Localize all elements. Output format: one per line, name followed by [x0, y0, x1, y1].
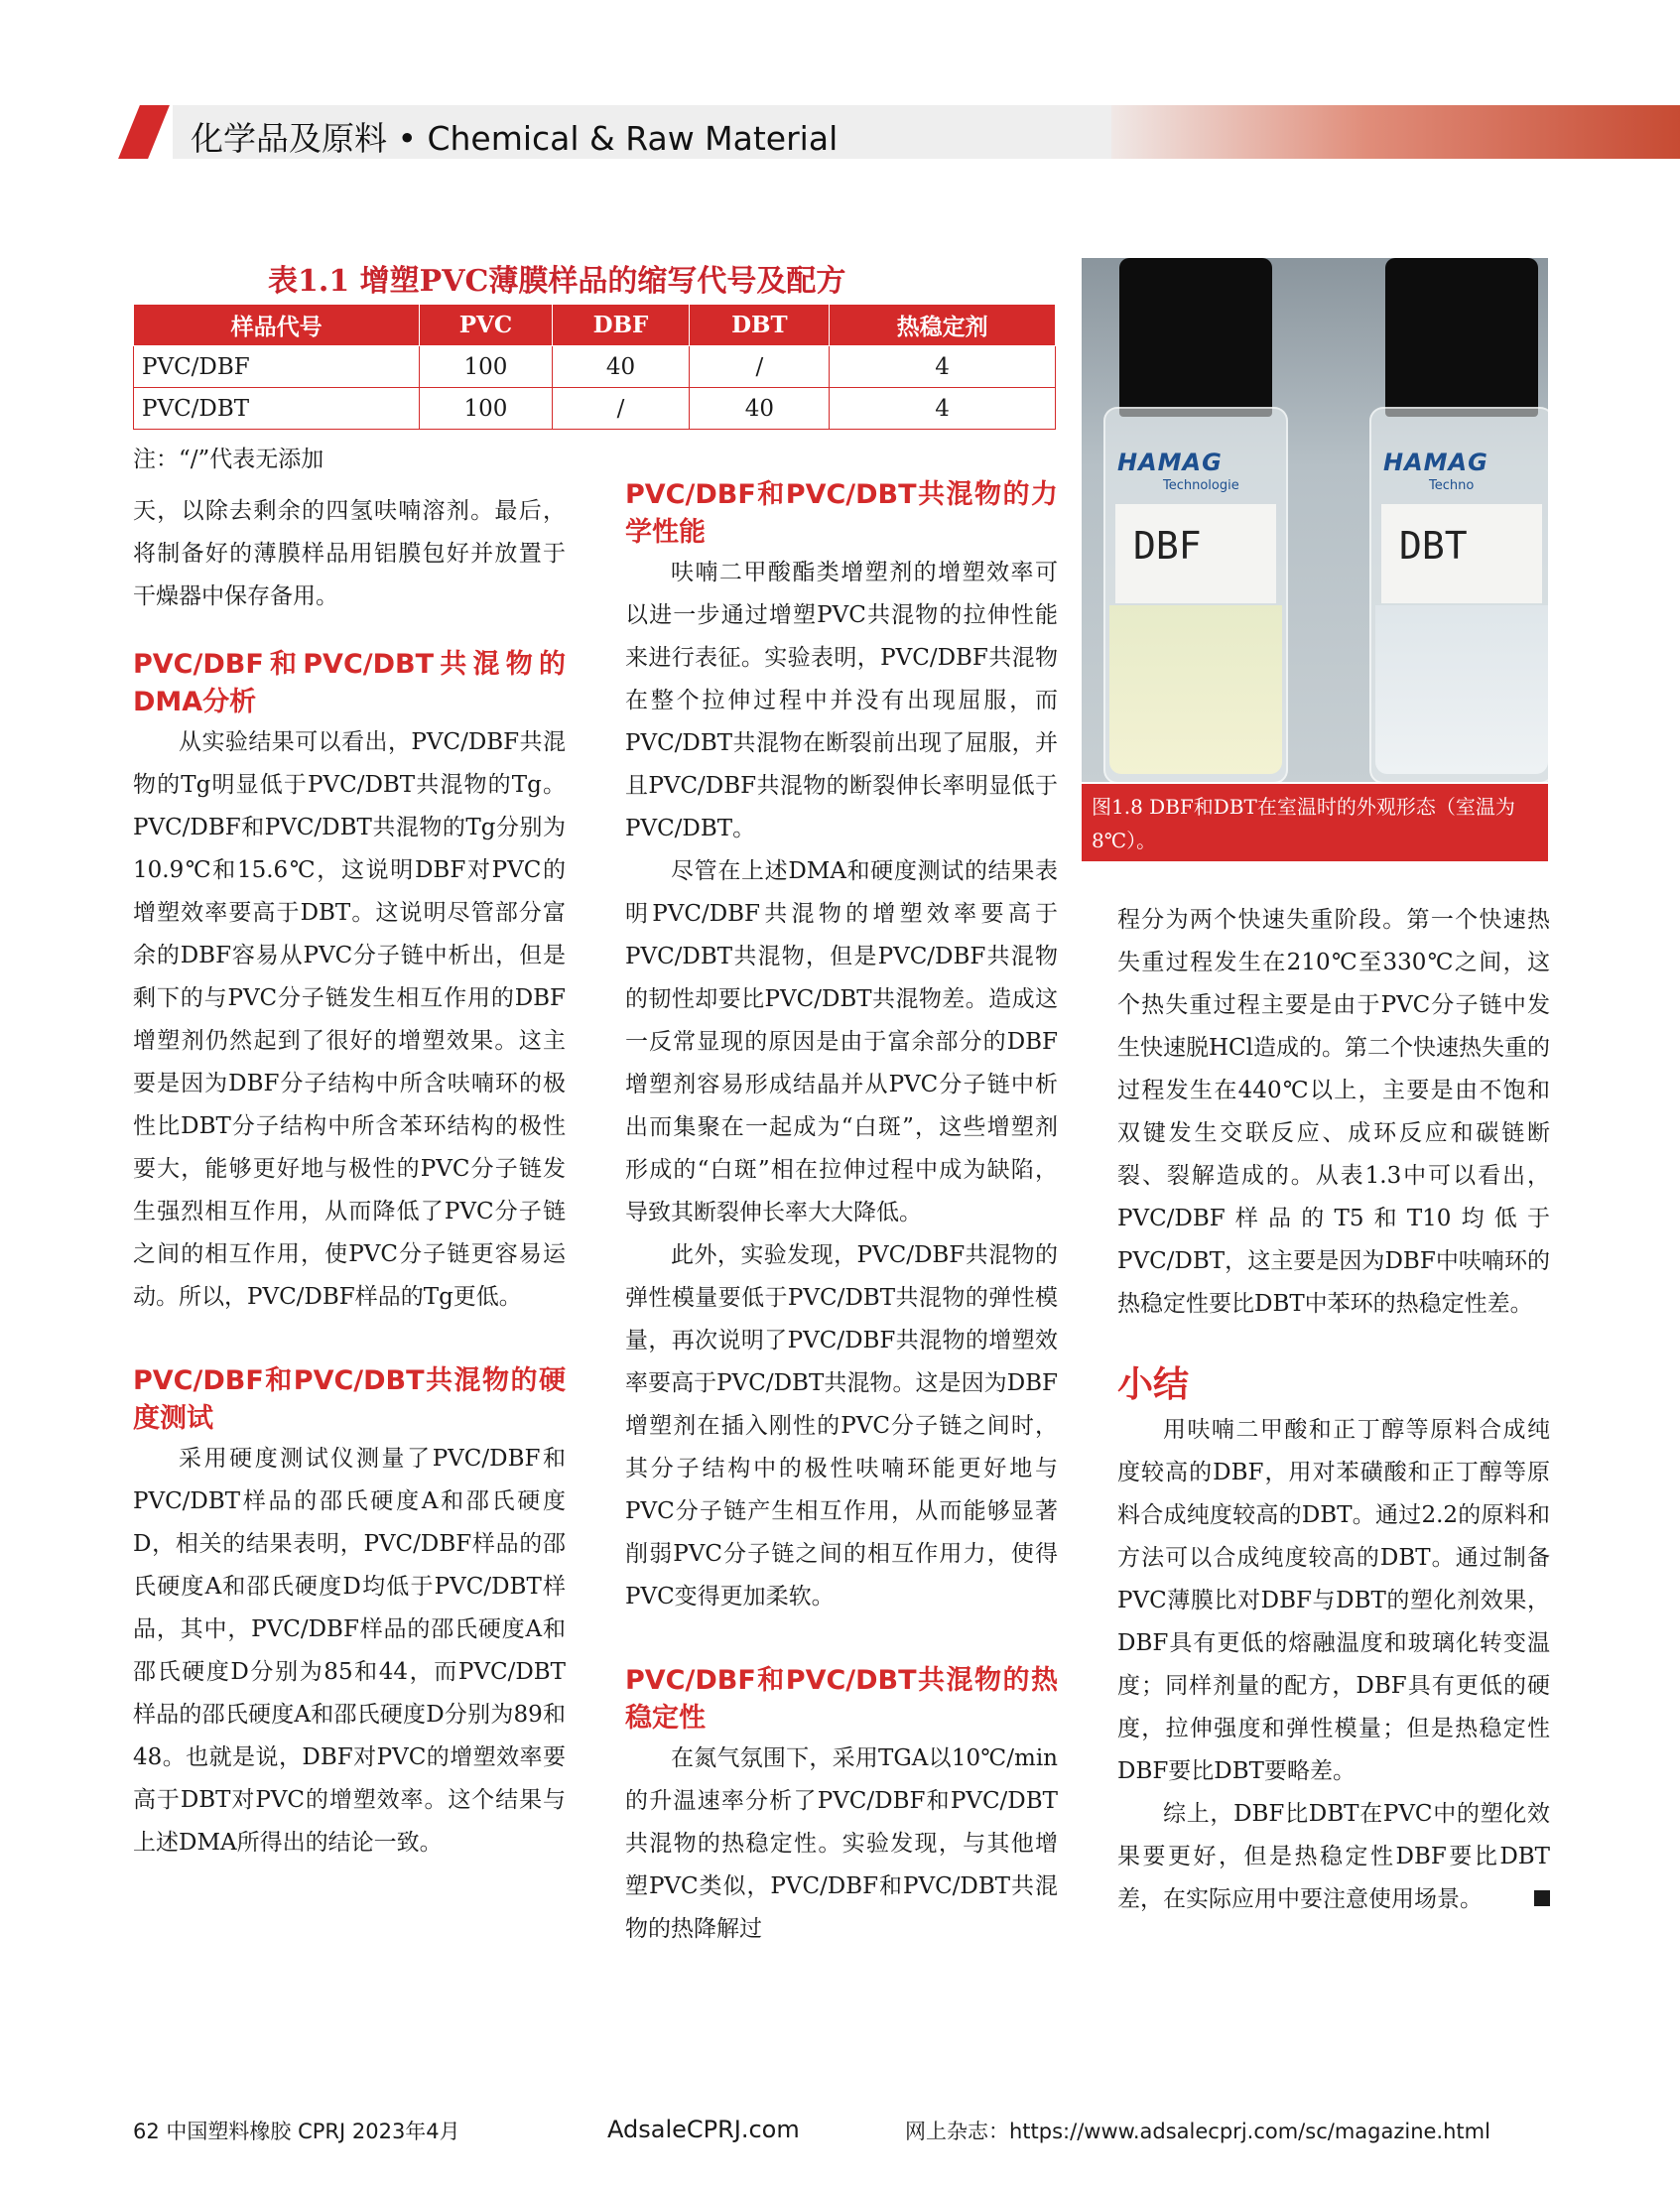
bottle-brand: HAMAG [1383, 449, 1488, 476]
table-header-cell: DBF [552, 305, 690, 346]
column-left [133, 490, 566, 1865]
section-heading: 小结 [1117, 1363, 1190, 1405]
paragraph: 尽管在上述DMA和硬度测试的结果表明PVC/DBF共混物的增塑效率要高于PVC/DBT共混物，但是PVC/DBF共混物的韧性却要比PVC/DBT共混物差。造成这一反常显现的原因是由于富余部分的DBF增塑剂容易形成结晶并从PVC分子链中析出而集聚在一起成为“白斑”，这些增塑剂形成的“白斑”相在拉伸过程中成为缺陷，导致其断裂伸长率大大降低。 [625, 858, 1058, 1225]
table-header-cell: 热稳定剂 [830, 305, 1056, 346]
figure-caption: 图1.8 DBF和DBT在室温时的外观形态（室温为8℃）。 [1082, 784, 1548, 861]
table-cell: / [690, 346, 830, 388]
bottles-photo [1082, 258, 1548, 782]
table-cell: 4 [830, 346, 1056, 388]
bottle-label-text: DBT [1399, 524, 1468, 568]
table-row [134, 388, 1056, 430]
bottle-brand: HAMAG [1117, 449, 1223, 476]
bottle-cap [1385, 258, 1538, 417]
column-middle [625, 476, 1058, 1951]
paragraph: 天，以除去剩余的四氢呋喃溶剂。最后，将制备好的薄膜样品用铝膜包好并放置于干燥器中保存备用。 [133, 498, 566, 609]
section-title: 化学品及原料 • Chemical & Raw Material [191, 119, 839, 158]
table-cell: 4 [830, 388, 1056, 430]
table-cell: PVC/DBF [134, 346, 420, 388]
paragraph: 从实验结果可以看出，PVC/DBF共混物的Tg明显低于PVC/DBT共混物的Tg。PVC/DBF和PVC/DBT共混物的Tg分别为10.9℃和15.6℃，这说明DBF对PVC的增塑效率要高于DBT。这说明尽管部分富余的DBF容易从PVC分子链中析出，但是剩下的与PVC分子链发生相互作用的DBF增塑剂仍然起到了很好的增塑效果。这主要是因为DBF分子结构中所含呋喃环的极性比DBT分子结构中所含苯环结构的极性要大，能够更好地与极性的PVC分子链发生强烈相互作用，从而降低了PVC分子链之间的相互作用，使PVC分子链更容易运动。所以，PVC/DBF样品的Tg更低。 [133, 729, 566, 1310]
footer-site: AdsaleCPRJ.com [607, 2116, 800, 2143]
paragraph: 呋喃二甲酸酯类增塑剂的增塑效率可以进一步通过增塑PVC共混物的拉伸性能来进行表征。实验表明，PVC/DBF共混物在整个拉伸过程中并没有出现屈服，而PVC/DBT共混物在断裂前出现了屈服，并且PVC/DBF共混物的断裂伸长率明显低于PVC/DBT。 [625, 560, 1058, 841]
table-cell: / [552, 388, 690, 430]
table-header-cell: 样品代号 [134, 305, 420, 346]
table-cell: PVC/DBT [134, 388, 420, 430]
bottle-label-text: DBF [1133, 524, 1202, 568]
paragraph: 在氮气氛围下，采用TGA以10℃/min的升温速率分析了PVC/DBF和PVC/DBT共混物的热稳定性。实验发现，与其他增塑PVC类似，PVC/DBF和PVC/DBT共混物的热降解过 [625, 1745, 1058, 1942]
table-caption: 表1.1 增塑PVC薄膜样品的缩写代号及配方 [268, 264, 846, 299]
table-cell: 100 [420, 388, 552, 430]
table-note: 注：“/”代表无添加 [133, 447, 324, 472]
paragraph: 此外，实验发现，PVC/DBF共混物的弹性模量要低于PVC/DBT共混物的弹性模量，再次说明了PVC/DBF共混物的增塑效率要高于PVC/DBT共混物。这是因为DBF增塑剂在插入刚性的PVC分子链之间时，其分子结构中的极性呋喃环能更好地与PVC分子链产生相互作用，从而能够显著削弱PVC分子链之间的相互作用力，使得PVC变得更加柔软。 [625, 1242, 1058, 1609]
section-heading: PVC/DBF和PVC/DBT共混物的硬度测试 [133, 1365, 566, 1434]
table-cell: 40 [690, 388, 830, 430]
section-header [129, 105, 1680, 159]
section-heading: PVC/DBF和PVC/DBT共混物的热稳定性 [625, 1665, 1058, 1734]
footer-issue: 62 中国塑料橡胶 CPRJ 2023年4月 [133, 2120, 460, 2143]
table-cell: 100 [420, 346, 552, 388]
paragraph-text: 综上，DBF比DBT在PVC中的塑化效果要更好，但是热稳定性DBF要比DBT差，在实际应用中要注意使用场景。 [1117, 1801, 1550, 1912]
table-row [134, 346, 1056, 388]
footer-magazine-url: 网上杂志：https://www.adsalecprj.com/sc/magazine.html [905, 2120, 1490, 2143]
bottle-brand-sub: Techno [1429, 478, 1475, 493]
paragraph [1117, 1793, 1550, 1921]
table-header-cell: PVC [420, 305, 552, 346]
column-right [1117, 899, 1550, 1921]
paragraph: 用呋喃二甲酸和正丁醇等原料合成纯度较高的DBF，用对苯磺酸和正丁醇等原料合成纯度较高的DBT。通过2.2的原料和方法可以合成纯度较高的DBT。通过制备PVC薄膜比对DBF与DBT的塑化剂效果，DBF具有更低的熔融温度和玻璃化转变温度；同样剂量的配方，DBF具有更低的硬度，拉伸强度和弹性模量；但是热稳定性DBF要比DBT要略差。 [1117, 1417, 1550, 1784]
bottle-liquid [1109, 605, 1282, 774]
section-heading: PVC/DBF和PVC/DBT共混物的DMA分析 [133, 649, 566, 717]
table-cell: 40 [552, 346, 690, 388]
table-header-row [134, 305, 1056, 346]
end-mark [1534, 1890, 1550, 1906]
section-heading: PVC/DBF和PVC/DBT共混物的力学性能 [625, 479, 1058, 548]
table-header-cell: DBT [690, 305, 830, 346]
formula-table [133, 304, 1056, 430]
header-accent [118, 105, 170, 159]
bottle-liquid [1375, 605, 1548, 774]
header-gradient [1111, 105, 1680, 159]
paragraph: 程分为两个快速失重阶段。第一个快速热失重过程发生在210℃至330℃之间，这个热失重过程主要是由于PVC分子链中发生快速脱HCl造成的。第二个快速热失重的过程发生在440℃以上，主要是由不饱和双键发生交联反应、成环反应和碳链断裂、裂解造成的。从表1.3中可以看出，PVC/DBF样品的T5和T10均低于PVC/DBT，这主要是因为DBF中呋喃环的热稳定性要比DBT中苯环的热稳定性差。 [1117, 907, 1551, 1317]
paragraph: 采用硬度测试仪测量了PVC/DBF和PVC/DBT样品的邵氏硬度A和邵氏硬度D，相关的结果表明，PVC/DBF样品的邵氏硬度A和邵氏硬度D均低于PVC/DBT样品，其中，PVC/DBF样品的邵氏硬度A和邵氏硬度D分别为85和44，而PVC/DBT样品的邵氏硬度A和邵氏硬度D分别为89和48。也就是说，DBF对PVC的增塑效率要高于DBT对PVC的增塑效率。这个结果与上述DMA所得出的结论一致。 [133, 1446, 566, 1856]
bottle-brand-sub: Technologie [1163, 478, 1239, 493]
bottle-cap [1119, 258, 1272, 417]
